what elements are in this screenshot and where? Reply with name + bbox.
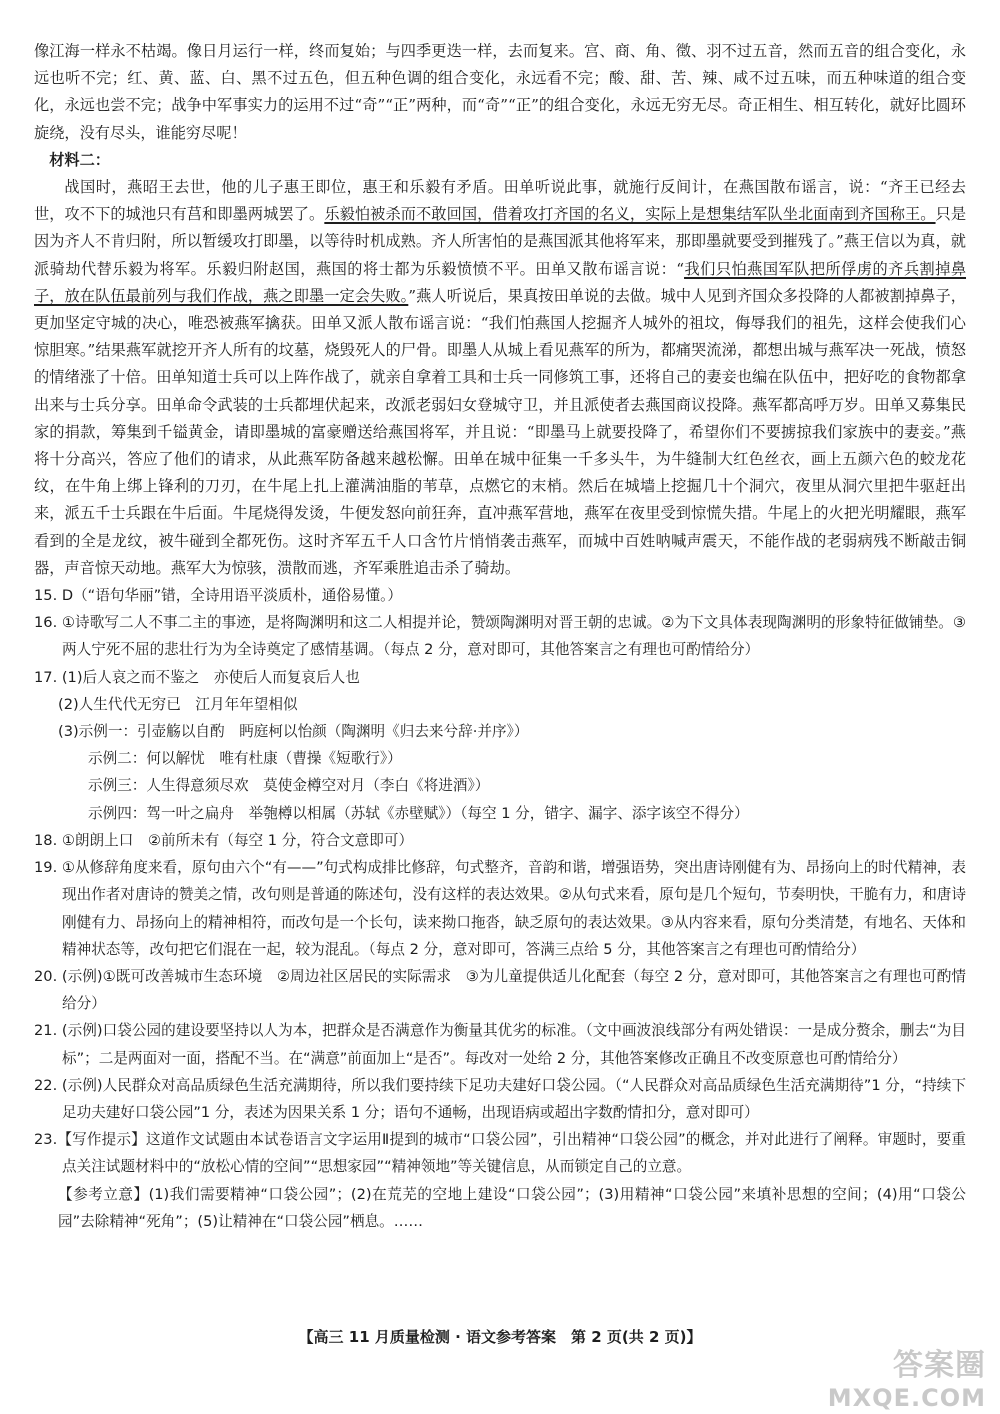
- material-two-text-1: 战国时，燕昭王去世，他的儿子惠王即位，惠王和乐毅有矛盾。田单听说此事，就施行反间计，在燕国散布谣言，说：“齐王已经去世，攻不下的城池只有莒和即墨两城罢了。: [34, 178, 966, 224]
- material-two-body: [34, 174, 966, 582]
- answer-17-1: 17. (1)后人哀之而不鉴之 亦使后人而复哀后人也: [34, 668, 360, 686]
- watermark-line-1: 答案圈: [893, 1348, 986, 1383]
- material-two-text-3: ”燕人听说后，果真按田单说的去做。城中人见到齐国众多投降的人都被割掉鼻子，更加坚定守城的决心，唯恐被燕军擒获。田单又派人散布谣言说：“我们怕燕国人挖掘齐人城外的祖坟，侮辱我们的祖先，这样会使我们心惊胆寒。”结果燕军就挖开齐人所有的坟墓，烧毁死人的尸骨。即墨人从城上看见燕军的所为，都痛哭流涕，都想出城与燕军决一死战，愤怒的情绪涨了十倍。田单知道士兵可以上阵作战了，就亲自拿着工具和士兵一同修筑工事，还将自己的妻妾也编在队伍中，把好吃的食物都拿出来与士兵分享。田单命令武装的士兵都埋伏起来，改派老弱妇女登城守卫，并且派使者去燕国商议投降。燕军都高呼万岁。田单又募集民家的捐款，筹集到千镒黄金，请即墨城的富豪赠送给燕国将军，并且说：“即墨马上就要投降了，希望你们不要掳掠我们家族中的妻妾。”燕将十分高兴，答应了他们的请求，从此燕军防备越来越松懈。田单在城中征集一千多头牛，为牛缝制大红色丝衣，画上五颜六色的蛟龙花纹，在牛角上绑上锋利的刀刃，在牛尾上扎上灌满油脂的苇草，点燃它的末梢。然后在城墙上挖掘几十个洞穴，夜里从洞穴里把牛驱赶出来，派五千士兵跟在牛后面。牛尾烧得发烫，牛便发怒向前狂奔，直冲燕军营地，燕军在夜里受到惊慌失措。牛尾上的火把光明耀眼，燕军看到的全是龙纹，被牛碰到全都死伤。这时齐军五千人口含竹片悄悄袭击燕军，而城中百姓呐喊声震天，不能作战的老弱病残不断敲击铜器，声音惊天动地。燕军大为惊骇，溃散而逃，齐军乘胜追击杀了骑劫。: [34, 286, 966, 577]
- answer-17-example-4: 示例四：驾一叶之扁舟 举匏樽以相属（苏轼《赤壁赋》）（每空 1 分，错字、漏字、添字该空不得分）: [88, 804, 749, 822]
- answer-17-example-2: 示例二：何以解忧 唯有杜康（曹操《短歌行》）: [88, 750, 402, 768]
- reference-ideas: 【参考立意】(1)我们需要精神“口袋公园”；(2)在荒芜的空地上建设“口袋公园”；(3)用精神“口袋公园”来填补思想的空间；(4)用“口袋公园”去除精神“死角”；(5)让精神在“口袋公园”栖息。……: [58, 1185, 966, 1230]
- material-two-heading: 材料二：: [49, 150, 110, 169]
- material-two-underlined-2: 我们只怕燕国军队把所俘虏的齐兵割掉鼻子，放在队伍最前列与我们作战，燕之即墨一定会失败。: [34, 259, 967, 305]
- answer-23: 23.【写作提示】这道作文试题由本试卷语言文字运用Ⅱ提到的城市“口袋公园”，引出精神“口袋公园”的概念，并对此进行了阐释。审题时，要重点关注试题材料中的“放松心情的空间”“思想家园”“精神领地”等关键信息，从而锁定自己的立意。: [34, 1131, 966, 1176]
- answer-16: 16. ①诗歌写二人不事二主的事迹，是将陶渊明和这二人相提并论，赞颂陶渊明对晋王朝的忠诚。②为下文具体表现陶渊明的形象特征做铺垫。③两人宁死不屈的悲壮行为为全诗奠定了感情基调。（每点 2 分，意对即可，其他答案言之有理也可酌情给分）: [34, 614, 966, 659]
- answer-15: 15. D（“语句华丽”错，全诗用语平淡质朴，通俗易懂。）: [34, 587, 402, 605]
- answer-19: 19. ①从修辞角度来看，原句由六个“有——”句式构成排比修辞，句式整齐，音韵和谐，增强语势，突出唐诗刚健有为、昂扬向上的时代精神，表现出作者对唐诗的赞美之情，改句则是普通的陈述句，没有这样的表达效果。②从句式来看，原句是几个短句，节奏明快，干脆有力，和唐诗刚健有力、昂扬向上的精神相符，而改句是一个长句，读来拗口拖沓，缺乏原句的表达效果。③从内容来看，原句分类清楚，有地名、天体和精神状态等，改句把它们混在一起，较为混乱。（每点 2 分，意对即可，答满三点给 5 分，其他答案言之有理也可酌情给分）: [34, 859, 966, 958]
- page-footer: 【高三 11 月质量检测 · 语文参考答案 第 2 页(共 2 页)】: [298, 1328, 702, 1346]
- watermark-line-2: MXQE.COM: [827, 1384, 986, 1412]
- answer-22: 22. (示例)人民群众对高品质绿色生活充满期待，所以我们要持续下足功夫建好口袋公园。（“人民群众对高品质绿色生活充满期待”1 分，“持续下足功夫建好口袋公园”1 分，表述为因果关系 1 分；语句不通畅，出现语病或超出字数酌情扣分，意对即可）: [34, 1076, 966, 1121]
- answer-17-3: (3)示例一：引壶觞以自酌 眄庭柯以怡颜（陶渊明《归去来兮辞·并序》）: [58, 723, 529, 741]
- material-two-text-2: 只是因为齐人不肯归附，所以暂缓攻打即墨，以等待时机成熟。齐人所害怕的是燕国派其他将军来，那即墨就要受到摧残了。”燕王信以为真，就派骑劫代替乐毅为将军。乐毅归附赵国，燕国的将士都为乐毅愤愤不平。田单又散布谣言说：“: [34, 205, 967, 278]
- answer-17-example-3: 示例三：人生得意须尽欢 莫使金樽空对月（李白《将进酒》）: [88, 777, 490, 795]
- material-two-underlined-1: 乐毅怕被杀而不敢回国，借着攻打齐国的名义，实际上是想集结军队坐北面南到齐国称王。: [324, 205, 936, 224]
- answer-20: 20. (示例)①既可改善城市生态环境 ②周边社区居民的实际需求 ③为儿童提供适儿化配套（每空 2 分，意对即可，其他答案言之有理也可酌情给分）: [34, 967, 966, 1013]
- watermark-logo: [828, 1350, 986, 1414]
- answer-sheet-page: [34, 38, 966, 1235]
- material-one-tail: 像江海一样永不枯竭。像日月运行一样，终而复始；与四季更迭一样，去而复来。宫、商、角、徵、羽不过五音，然而五音的组合变化，永远也听不完；红、黄、蓝、白、黑不过五色，但五种色调的组合变化，永远看不完；酸、甜、苦、辣、咸不过五味，而五种味道的组合变化，永远也尝不完；战争中军事实力的运用不过“奇”“正”两种，而“奇”“正”的组合变化，永远无穷无尽。奇正相生、相互转化，就好比圆环旋绕，没有尽头，谁能穷尽呢！: [34, 42, 966, 142]
- answer-17-2: (2)人生代代无穷已 江月年年望相似: [58, 695, 298, 713]
- answer-21: 21. (示例)口袋公园的建设要坚持以人为本，把群众是否满意作为衡量其优劣的标准。（文中画波浪线部分有两处错误：一是成分赘余，删去“为目标”；二是两面对一面，搭配不当。在“满意”前面加上“是否”。每改对一处给 2 分，其他答案修改正确且不改变原意也可酌情给分）: [34, 1022, 966, 1067]
- answer-18: 18. ①朗朗上口 ②前所未有（每空 1 分，符合文意即可）: [34, 831, 414, 849]
